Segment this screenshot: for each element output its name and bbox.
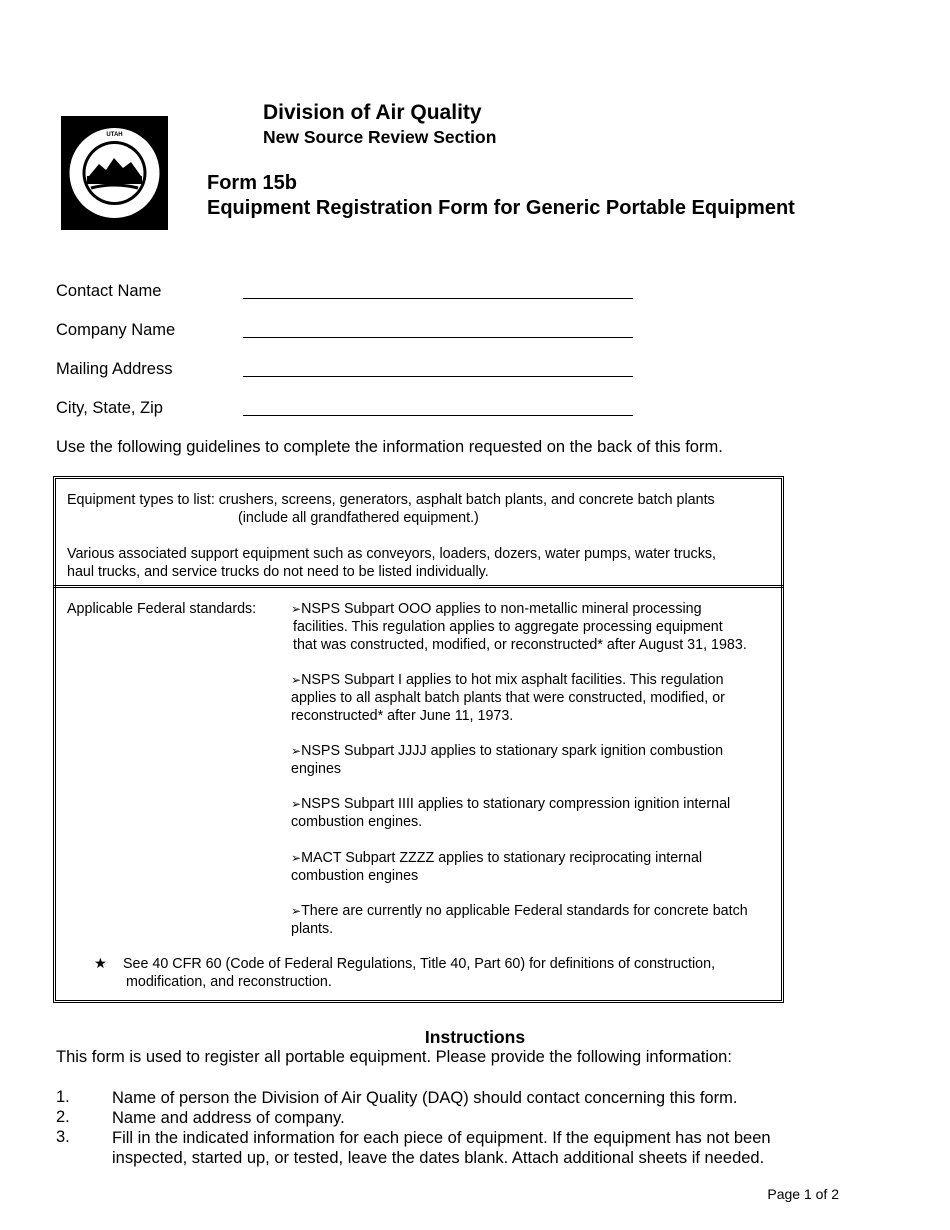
- mailing-address-field[interactable]: [243, 376, 633, 377]
- form-number: Form 15b: [207, 172, 298, 194]
- standard-line: that was constructed, modified, or reconstructed* after August 31, 1983.: [293, 637, 747, 653]
- svg-text:UTAH: UTAH: [106, 132, 123, 138]
- seal-icon: [61, 116, 168, 230]
- standard-line: ➢MACT Subpart ZZZZ applies to stationary reciprocating internal: [291, 850, 703, 866]
- instruction-text: Name of person the Division of Air Quality (DAQ) should contact concerning this form.: [112, 1089, 738, 1107]
- instruction-number: 1.: [56, 1088, 70, 1106]
- standard-line: combustion engines.: [291, 814, 423, 830]
- footnote-star-icon: ★: [94, 956, 107, 972]
- standard-line: facilities. This regulation applies to aggregate processing equipment: [293, 619, 723, 635]
- page-number: Page 1 of 2: [767, 1186, 839, 1202]
- standard-line: ➢NSPS Subpart IIII applies to stationary compression ignition internal: [291, 796, 731, 812]
- standard-item: [291, 795, 771, 831]
- guidelines-text: Use the following guidelines to complete the information requested on the back of this form.: [56, 438, 723, 456]
- contact-name-field[interactable]: [243, 298, 633, 299]
- city-state-zip-field[interactable]: [243, 415, 633, 416]
- standard-line: ➢NSPS Subpart JJJJ applies to stationary spark ignition combustion: [291, 743, 724, 759]
- division-heading: Division of Air Quality: [263, 101, 482, 124]
- arrow-bullet-icon: ➢: [291, 602, 302, 616]
- standard-item: [291, 600, 771, 654]
- standard-line: combustion engines: [291, 868, 419, 884]
- footnote-line1: See 40 CFR 60 (Code of Federal Regulations, Title 40, Part 60) for definitions of construction,: [123, 956, 716, 972]
- mailing-address-label: Mailing Address: [56, 360, 173, 378]
- standard-line: ➢NSPS Subpart I applies to hot mix asphalt facilities. This regulation: [291, 672, 724, 688]
- arrow-bullet-icon: ➢: [291, 744, 302, 758]
- footnote-line2: modification, and reconstruction.: [126, 974, 332, 990]
- instruction-line: Fill in the indicated information for each piece of equipment. If the equipment has not been: [112, 1129, 771, 1147]
- support-line2: haul trucks, and service trucks do not need to be listed individually.: [67, 564, 489, 580]
- instruction-text: [112, 1128, 802, 1168]
- form-title: Equipment Registration Form for Generic Portable Equipment: [207, 197, 795, 219]
- equipment-types-line2: (include all grandfathered equipment.): [238, 510, 479, 526]
- city-state-zip-label: City, State, Zip: [56, 399, 163, 417]
- box-divider: [53, 585, 784, 588]
- instruction-text: Name and address of company.: [112, 1109, 345, 1127]
- section-heading: New Source Review Section: [263, 127, 497, 147]
- arrow-bullet-icon: ➢: [291, 851, 302, 865]
- standard-item: [291, 902, 771, 938]
- standard-line: reconstructed* after June 11, 1973.: [291, 708, 514, 724]
- instruction-number: 3.: [56, 1128, 70, 1146]
- standard-line: applies to all asphalt batch plants that were constructed, modified, or: [291, 690, 725, 706]
- arrow-bullet-icon: ➢: [291, 797, 302, 811]
- equipment-types-line1: Equipment types to list: crushers, screens, generators, asphalt batch plants, and concrete batch plants: [67, 492, 715, 508]
- instructions-heading: Instructions: [424, 1027, 526, 1047]
- standard-line: ➢There are currently no applicable Federal standards for concrete batch: [291, 903, 748, 919]
- instructions-intro: This form is used to register all portable equipment. Please provide the following information:: [56, 1048, 732, 1066]
- arrow-bullet-icon: ➢: [291, 904, 302, 918]
- standard-item: [291, 671, 771, 725]
- standard-line: ➢NSPS Subpart OOO applies to non-metallic mineral processing: [291, 601, 702, 617]
- instruction-line: inspected, started up, or tested, leave the dates blank. Attach additional sheets if needed.: [112, 1149, 765, 1167]
- instruction-number: 2.: [56, 1108, 70, 1126]
- standard-line: engines: [291, 761, 342, 777]
- standard-item: [291, 849, 771, 885]
- arrow-bullet-icon: ➢: [291, 673, 302, 687]
- contact-name-label: Contact Name: [56, 282, 162, 300]
- standard-line: plants.: [291, 921, 334, 937]
- federal-standards-label: Applicable Federal standards:: [67, 601, 257, 617]
- standard-item: [291, 742, 771, 778]
- support-line1: Various associated support equipment such as conveyors, loaders, dozers, water pumps, water trucks,: [67, 546, 716, 562]
- company-name-field[interactable]: [243, 337, 633, 338]
- deq-seal-logo: [61, 116, 168, 230]
- company-name-label: Company Name: [56, 321, 176, 339]
